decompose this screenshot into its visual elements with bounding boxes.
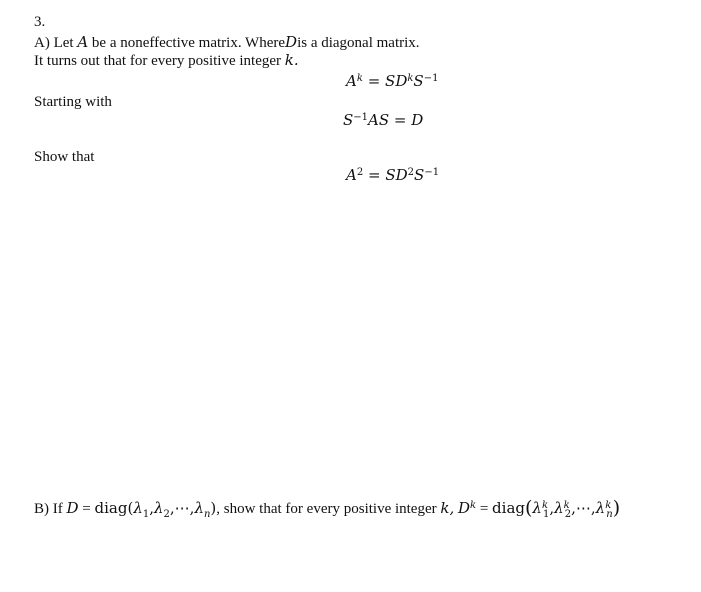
starting-with-label: Starting with [34,94,112,110]
part-a-statement-line2: It turns out that for every positive integer k. [34,51,299,69]
part-b-statement: B) If $D = diag(\lambda_1,\lambda_2,\cdots,\lambda_n)$, show that for every positive integer k, $D^k$ = $diag(\lambda^k_1,\lambda^k_2,\cdots,\lambda^k_n)$ [34,497,621,520]
equation-a-squared: $A^2 = SD^2S^{-1}$ [346,166,440,184]
diag-lambda-expression: $diag(\lambda_1,\lambda_2,\cdots,\lambda_n)$ [94,499,217,520]
show-that-label: Show that [34,149,95,165]
part-a-statement-line1: A) Let A be a noneffective matrix. WhereDis a diagonal matrix. [34,33,420,51]
equation-diagonalization: $S^{-1}AS = D$ [343,111,424,129]
diag-lambda-power-k-expression: $diag(\lambda^k_1,\lambda^k_2,\cdots,\lambda^k_n)$ [492,497,621,520]
d-power-k-expression: $D^k$ [457,499,477,517]
part-a-label: A) [34,35,50,51]
equation-a-power-k: $A^k = SD^kS^{-1}$ [346,72,439,90]
problem-number: 3. [34,14,46,30]
part-b-label: B) [34,501,49,517]
